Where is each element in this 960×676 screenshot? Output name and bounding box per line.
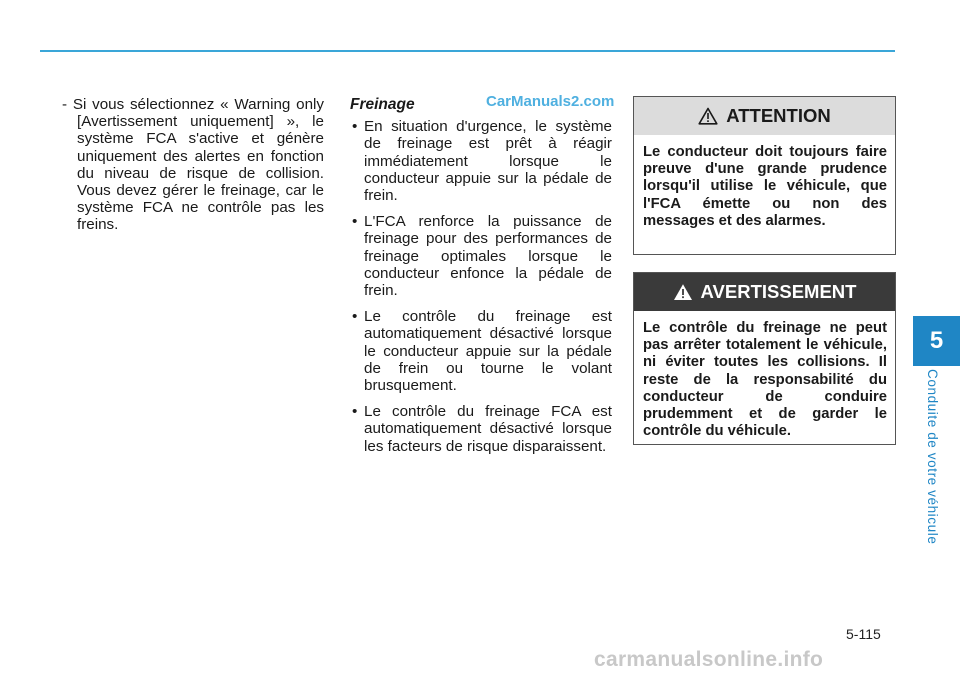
attention-heading: ATTENTION	[726, 105, 831, 126]
caution-triangle-icon	[698, 107, 718, 125]
section-title-freinage: Freinage	[350, 96, 415, 113]
warning-triangle-icon	[673, 283, 693, 301]
bullet-item: • En situation d'urgence, le système de freinage est prêt à réagir immédiatement lorsque le conducteur appuie sur la pédale de frein.	[350, 118, 612, 204]
attention-text: Le conducteur doit toujours faire preuve d'une grande prudence lorsqu'il utilise le véhicule, que l'FCA émette ou non des messages et des alarmes.	[643, 144, 887, 229]
warning-box	[633, 272, 896, 445]
freinage-bullet-list	[350, 118, 612, 455]
page-number: 5-115	[846, 626, 881, 642]
warning-only-note: - Si vous sélectionnez « Warning only [Avertissement uniquement] », le système FCA s'active et génère uniquement des alertes en fonction du niveau de risque de collision. Vous devez gérer le freinage, car le système FCA ne contrôle pas les freins.	[62, 96, 324, 234]
footer-watermark[interactable]: carmanualsonline.info	[594, 648, 824, 671]
chapter-label-text: Conduite de votre véhicule	[925, 369, 940, 545]
header-rule	[40, 50, 895, 52]
middle-column	[350, 96, 612, 464]
warning-header	[634, 273, 895, 311]
attention-header	[634, 97, 895, 135]
warning-heading: AVERTISSEMENT	[700, 281, 857, 302]
left-column	[62, 96, 324, 234]
carmanuals-watermark[interactable]: CarManuals2.com	[486, 93, 615, 110]
bullet-item: • L'FCA renforce la puissance de freinage pour des performances de freinage optimales lorsque le conducteur enfonce la pédale de frein.	[350, 213, 612, 299]
attention-box	[633, 96, 896, 255]
warning-text: Le contrôle du freinage ne peut pas arrêter totalement le véhicule, ni éviter toutes les collisions. Il reste de la responsabilité du conducteur de conduire prudemment et de garder le contrôle du véhicule.	[643, 320, 887, 440]
bullet-item: • Le contrôle du freinage est automatiquement désactivé lorsque le conducteur appuie sur la pédale de frein ou tourne le volant brusquement.	[350, 308, 612, 394]
chapter-label	[924, 369, 944, 544]
bullet-item: • Le contrôle du freinage FCA est automatiquement désactivé lorsque les facteurs de risque disparaissent.	[350, 403, 612, 455]
chapter-number-tab[interactable]: 5	[913, 316, 960, 366]
